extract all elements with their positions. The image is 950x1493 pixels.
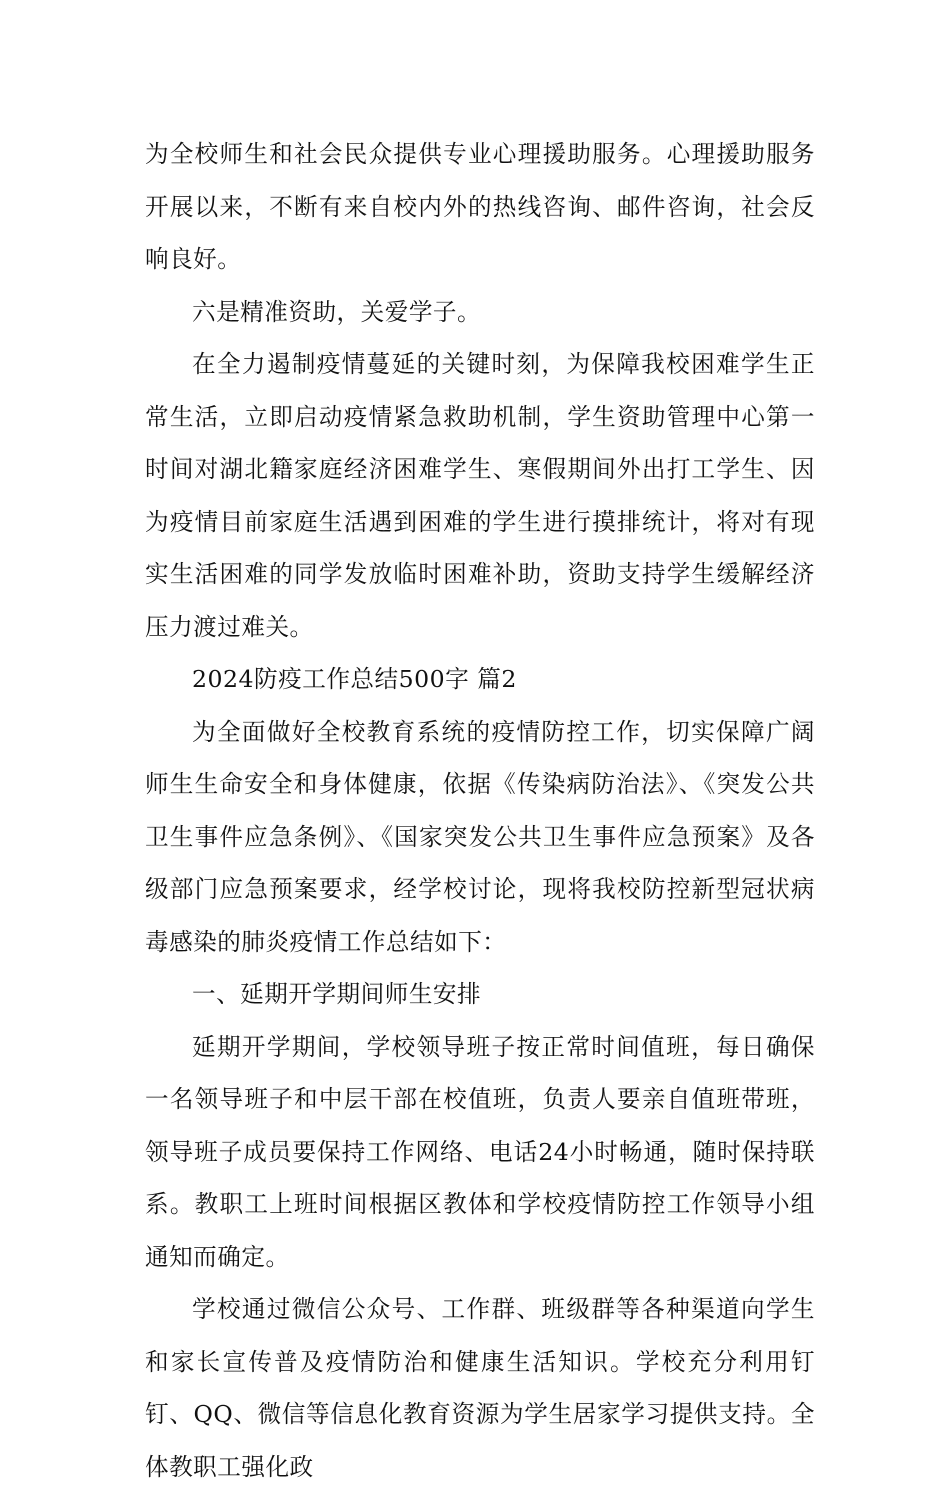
- paragraph-heading-six: 六是精准资助，关爱学子。: [192, 297, 482, 326]
- paragraph-publicity: 学校通过微信公众号、工作群、班级群等各种渠道向学生和家长宣传普及疫情防治和健康生活知识。学校充分利用钉钉、QQ、微信等信息化教育资源为学生居家学习提供支持。全体教职工强化政: [145, 1295, 815, 1481]
- section-title-part-2: 2024防疫工作总结500字 篇2: [192, 665, 517, 693]
- paragraph-heading-one: 一、延期开学期间师生安排: [192, 980, 482, 1008]
- document-body: [145, 128, 815, 1493]
- paragraph-financial-aid: 在全力遏制疫情蔓延的关键时刻，为保障我校困难学生正常生活，立即启动疫情紧急救助机制，学生资助管理中心第一时间对湖北籍家庭经济困难学生、寒假期间外出打工学生、因为疫情目前家庭生活遇到困难的学生进行摸排统计，将对有现实生活困难的同学发放临时困难补助，资助支持学生缓解经济压力渡过难关。: [145, 350, 815, 641]
- paragraph-continuation: 为全校师生和社会民众提供专业心理援助服务。心理援助服务开展以来，不断有来自校内外的热线咨询、邮件咨询，社会反响良好。: [145, 140, 815, 273]
- paragraph-duty-arrangement: 延期开学期间，学校领导班子按正常时间值班，每日确保一名领导班子和中层干部在校值班，负责人要亲自值班带班，领导班子成员要保持工作网络、电话24小时畅通，随时保持联系。教职工上班时间根据区教体和学校疫情防控工作领导小组通知而确定。: [145, 1032, 815, 1271]
- paragraph-introduction: 为全面做好全校教育系统的疫情防控工作，切实保障广阔师生生命安全和身体健康，依据《传染病防治法》、《突发公共卫生事件应急条例》、《国家突发公共卫生事件应急预案》及各级部门应急预案要求，经学校讨论，现将我校防控新型冠状病毒感染的肺炎疫情工作总结如下：: [145, 717, 815, 956]
